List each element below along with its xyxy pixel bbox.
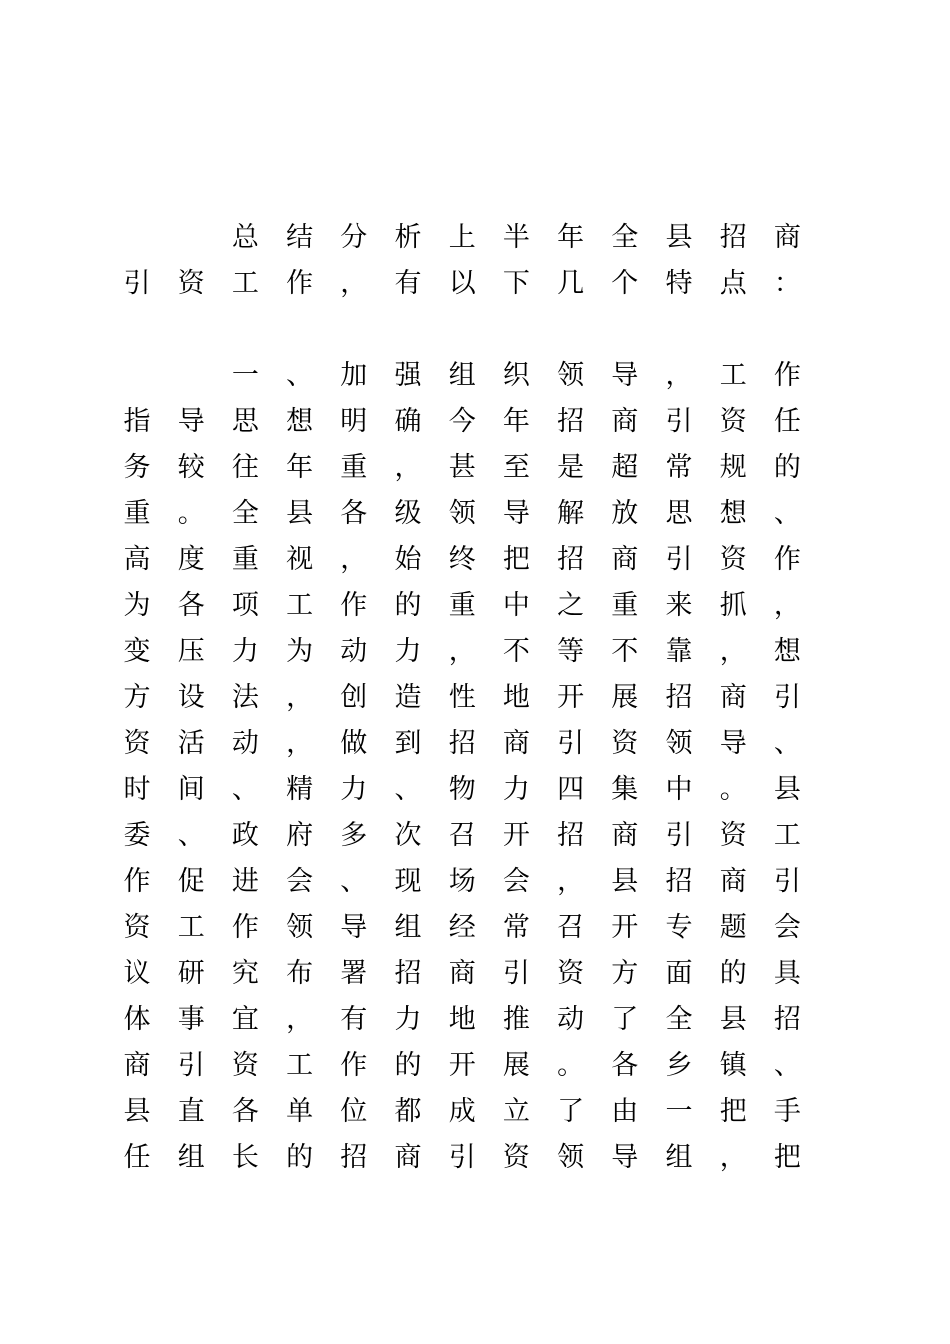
text-char: 长 <box>231 1142 259 1173</box>
text-char: 的 <box>719 958 747 989</box>
text-line <box>0 997 950 1043</box>
text-char: 半 <box>502 222 530 253</box>
text-char: 开 <box>502 820 530 851</box>
text-char: 之 <box>557 590 585 621</box>
text-char: 导 <box>340 912 368 943</box>
text-char: 是 <box>557 452 585 483</box>
text-char: 集 <box>611 774 639 805</box>
text-char: 间 <box>177 774 205 805</box>
text-char: 。 <box>719 774 747 805</box>
text-char: 、 <box>286 360 314 391</box>
text-char: 全 <box>611 222 639 253</box>
text-char: 事 <box>177 1004 205 1035</box>
text-char: 会 <box>286 866 314 897</box>
text-char: 强 <box>394 360 422 391</box>
text-char: 动 <box>557 1004 585 1035</box>
text-char: 把 <box>502 544 530 575</box>
text-char: 专 <box>665 912 693 943</box>
text-char: 精 <box>286 774 314 805</box>
text-char: 作 <box>773 360 801 391</box>
text-char: 压 <box>177 636 205 667</box>
text-char: 面 <box>665 958 693 989</box>
text-char: 级 <box>394 498 422 529</box>
text-char: ， <box>340 544 368 575</box>
text-char: 全 <box>231 498 259 529</box>
text-char: 为 <box>123 590 151 621</box>
text-line <box>0 353 950 399</box>
text-char: 至 <box>502 452 530 483</box>
text-char: 特 <box>665 268 693 299</box>
text-char: 引 <box>502 958 530 989</box>
text-char: ， <box>773 590 801 621</box>
text-char: 会 <box>502 866 530 897</box>
text-char: 年 <box>502 406 530 437</box>
text-char: 府 <box>286 820 314 851</box>
text-char: 有 <box>394 268 422 299</box>
text-char: 领 <box>448 498 476 529</box>
text-char: 了 <box>557 1096 585 1127</box>
text-char: 一 <box>665 1096 693 1127</box>
text-char: 思 <box>231 406 259 437</box>
text-char: 、 <box>773 498 801 529</box>
text-char: 宜 <box>231 1004 259 1035</box>
text-char: 一 <box>231 360 259 391</box>
text-char: 招 <box>448 728 476 759</box>
text-char: 领 <box>286 912 314 943</box>
text-char: 作 <box>340 1050 368 1081</box>
text-char: 中 <box>502 590 530 621</box>
text-char: 把 <box>773 1142 801 1173</box>
text-char: 全 <box>665 1004 693 1035</box>
text-char: 县 <box>665 222 693 253</box>
text-char: 招 <box>557 820 585 851</box>
text-char: 商 <box>773 222 801 253</box>
text-char: 想 <box>286 406 314 437</box>
text-char: 的 <box>394 590 422 621</box>
text-char: 各 <box>611 1050 639 1081</box>
text-char: 导 <box>611 1142 639 1173</box>
text-char: ， <box>557 866 585 897</box>
text-char: 、 <box>773 1050 801 1081</box>
text-char: 常 <box>502 912 530 943</box>
text-char: 重 <box>448 590 476 621</box>
text-char: 个 <box>611 268 639 299</box>
text-char: 组 <box>177 1142 205 1173</box>
text-char: 动 <box>340 636 368 667</box>
text-char: 析 <box>394 222 422 253</box>
text-char: 招 <box>665 682 693 713</box>
text-char: 工 <box>719 360 747 391</box>
text-char: 县 <box>719 1004 747 1035</box>
text-char: 作 <box>286 268 314 299</box>
text-line <box>0 215 950 261</box>
text-char: 招 <box>773 1004 801 1035</box>
text-char: 物 <box>448 774 476 805</box>
text-char: ， <box>286 1004 314 1035</box>
text-char: 力 <box>231 636 259 667</box>
text-char: 体 <box>123 1004 151 1035</box>
text-char: 结 <box>286 222 314 253</box>
text-char: 指 <box>123 406 151 437</box>
text-line <box>0 767 950 813</box>
text-char: 引 <box>773 682 801 713</box>
text-char: 县 <box>286 498 314 529</box>
text-char: 组 <box>665 1142 693 1173</box>
text-char: 商 <box>448 958 476 989</box>
text-char: 四 <box>557 774 585 805</box>
text-char: 下 <box>502 268 530 299</box>
text-char: 了 <box>611 1004 639 1035</box>
text-char: 展 <box>502 1050 530 1081</box>
text-char: 招 <box>340 1142 368 1173</box>
text-char: 招 <box>665 866 693 897</box>
text-char: 组 <box>394 912 422 943</box>
text-char: 较 <box>177 452 205 483</box>
text-char: 往 <box>231 452 259 483</box>
text-char: 领 <box>557 1142 585 1173</box>
text-line <box>0 491 950 537</box>
paragraph-section-one <box>0 353 950 1181</box>
text-char: 都 <box>394 1096 422 1127</box>
text-char: 方 <box>611 958 639 989</box>
text-char: ， <box>448 636 476 667</box>
text-char: 始 <box>394 544 422 575</box>
text-char: 度 <box>177 544 205 575</box>
text-char: 引 <box>665 820 693 851</box>
text-char: 把 <box>719 1096 747 1127</box>
text-char: 、 <box>394 774 422 805</box>
text-char: 做 <box>340 728 368 759</box>
text-char: 引 <box>177 1050 205 1081</box>
text-char: 资 <box>123 912 151 943</box>
text-char: 任 <box>123 1142 151 1173</box>
text-line <box>0 1135 950 1181</box>
text-char: 研 <box>177 958 205 989</box>
text-char: 作 <box>231 912 259 943</box>
text-char: 地 <box>448 1004 476 1035</box>
text-char: 作 <box>773 544 801 575</box>
text-char: 商 <box>611 820 639 851</box>
text-char: 开 <box>557 682 585 713</box>
text-char: 力 <box>340 774 368 805</box>
text-char: 引 <box>123 268 151 299</box>
text-char: 靠 <box>665 636 693 667</box>
text-char: ， <box>286 728 314 759</box>
text-char: 甚 <box>448 452 476 483</box>
text-char: 工 <box>286 590 314 621</box>
text-char: 多 <box>340 820 368 851</box>
text-char: ， <box>286 682 314 713</box>
text-char: 法 <box>231 682 259 713</box>
text-char: 规 <box>719 452 747 483</box>
text-char: 织 <box>502 360 530 391</box>
text-char: 召 <box>448 820 476 851</box>
text-char: 署 <box>340 958 368 989</box>
text-char: ， <box>665 360 693 391</box>
text-char: 商 <box>394 1142 422 1173</box>
text-char: 招 <box>557 406 585 437</box>
text-char: 年 <box>557 222 585 253</box>
text-char: 商 <box>502 728 530 759</box>
text-char: 、 <box>340 866 368 897</box>
text-char: 题 <box>719 912 747 943</box>
text-char: 县 <box>123 1096 151 1127</box>
text-char: 明 <box>340 406 368 437</box>
text-char: 造 <box>394 682 422 713</box>
text-char: 开 <box>448 1050 476 1081</box>
text-char: 上 <box>448 222 476 253</box>
text-line <box>0 399 950 445</box>
text-char: 高 <box>123 544 151 575</box>
text-char: 、 <box>231 774 259 805</box>
text-char: 商 <box>611 406 639 437</box>
text-char: 工 <box>231 268 259 299</box>
text-char: 各 <box>340 498 368 529</box>
text-char: 。 <box>177 498 205 529</box>
text-char: 商 <box>719 682 747 713</box>
text-char: 议 <box>123 958 151 989</box>
text-char: ， <box>719 636 747 667</box>
text-char: 思 <box>665 498 693 529</box>
text-char: 领 <box>665 728 693 759</box>
text-line <box>0 951 950 997</box>
text-char: 点 <box>719 268 747 299</box>
text-line <box>0 905 950 951</box>
text-char: 的 <box>286 1142 314 1173</box>
text-char: 来 <box>665 590 693 621</box>
text-char: 总 <box>231 222 259 253</box>
text-line <box>0 675 950 721</box>
text-char: 促 <box>177 866 205 897</box>
text-char: 作 <box>340 590 368 621</box>
text-line <box>0 445 950 491</box>
text-char: 资 <box>557 958 585 989</box>
text-char: 中 <box>665 774 693 805</box>
text-char: 性 <box>448 682 476 713</box>
text-line <box>0 721 950 767</box>
text-char: 导 <box>502 498 530 529</box>
text-char: 抓 <box>719 590 747 621</box>
text-char: 几 <box>557 268 585 299</box>
text-char: 布 <box>286 958 314 989</box>
text-char: 今 <box>448 406 476 437</box>
text-char: 县 <box>611 866 639 897</box>
text-char: 、 <box>177 820 205 851</box>
text-char: 动 <box>231 728 259 759</box>
text-char: 以 <box>448 268 476 299</box>
text-char: 工 <box>773 820 801 851</box>
text-char: 放 <box>611 498 639 529</box>
text-char: 由 <box>611 1096 639 1127</box>
text-char: 资 <box>502 1142 530 1173</box>
text-char: 超 <box>611 452 639 483</box>
text-line <box>0 583 950 629</box>
text-line <box>0 629 950 675</box>
text-char: 资 <box>177 268 205 299</box>
text-char: 力 <box>502 774 530 805</box>
text-char: 乡 <box>665 1050 693 1081</box>
text-char: 工 <box>286 1050 314 1081</box>
text-char: 引 <box>665 544 693 575</box>
text-char: 创 <box>340 682 368 713</box>
text-char: 单 <box>286 1096 314 1127</box>
text-char: 推 <box>502 1004 530 1035</box>
text-char: 资 <box>231 1050 259 1081</box>
text-char: 力 <box>394 636 422 667</box>
text-char: 务 <box>123 452 151 483</box>
text-char: 位 <box>340 1096 368 1127</box>
text-line <box>0 261 950 307</box>
text-char: 引 <box>557 728 585 759</box>
text-char: 场 <box>448 866 476 897</box>
text-char: 成 <box>448 1096 476 1127</box>
text-char: 各 <box>231 1096 259 1127</box>
text-char: 不 <box>502 636 530 667</box>
text-char: 活 <box>177 728 205 759</box>
paragraph-summary <box>0 215 950 307</box>
text-char: 招 <box>394 958 422 989</box>
text-char: 。 <box>557 1050 585 1081</box>
text-char: 资 <box>719 820 747 851</box>
text-char: 工 <box>177 912 205 943</box>
text-char: 方 <box>123 682 151 713</box>
text-char: 各 <box>177 590 205 621</box>
text-char: 经 <box>448 912 476 943</box>
text-char: 商 <box>719 866 747 897</box>
text-char: 确 <box>394 406 422 437</box>
text-char: 手 <box>773 1096 801 1127</box>
text-char: 变 <box>123 636 151 667</box>
text-char: 的 <box>394 1050 422 1081</box>
text-char: 为 <box>286 636 314 667</box>
text-char: 展 <box>611 682 639 713</box>
text-char: 作 <box>123 866 151 897</box>
text-char: 重 <box>231 544 259 575</box>
text-char: 资 <box>719 406 747 437</box>
text-char: 重 <box>123 498 151 529</box>
text-char: 召 <box>557 912 585 943</box>
text-char: 地 <box>502 682 530 713</box>
text-char: 导 <box>611 360 639 391</box>
text-line <box>0 859 950 905</box>
text-line <box>0 537 950 583</box>
text-line <box>0 813 950 859</box>
text-char: 任 <box>773 406 801 437</box>
text-char: 引 <box>773 866 801 897</box>
text-char: 委 <box>123 820 151 851</box>
text-char: 时 <box>123 774 151 805</box>
text-char: 会 <box>773 912 801 943</box>
text-char: 解 <box>557 498 585 529</box>
text-char: 引 <box>448 1142 476 1173</box>
text-char: 商 <box>123 1050 151 1081</box>
text-char: 重 <box>340 452 368 483</box>
text-char: ， <box>719 1142 747 1173</box>
text-char: 的 <box>773 452 801 483</box>
text-char: 资 <box>719 544 747 575</box>
text-char: 、 <box>773 728 801 759</box>
text-char: 项 <box>231 590 259 621</box>
text-char: 分 <box>340 222 368 253</box>
text-char: 招 <box>719 222 747 253</box>
text-char: ： <box>773 268 801 299</box>
text-char: ， <box>340 268 368 299</box>
text-line <box>0 1043 950 1089</box>
text-char: 领 <box>557 360 585 391</box>
text-char: 视 <box>286 544 314 575</box>
text-char: 直 <box>177 1096 205 1127</box>
text-char: 县 <box>773 774 801 805</box>
text-char: 到 <box>394 728 422 759</box>
text-char: 资 <box>611 728 639 759</box>
text-char: 开 <box>611 912 639 943</box>
text-char: 想 <box>719 498 747 529</box>
text-char: 政 <box>231 820 259 851</box>
text-char: 商 <box>611 544 639 575</box>
text-char: 设 <box>177 682 205 713</box>
text-char: 力 <box>394 1004 422 1035</box>
text-char: 导 <box>177 406 205 437</box>
text-char: 具 <box>773 958 801 989</box>
text-char: 常 <box>665 452 693 483</box>
text-char: 究 <box>231 958 259 989</box>
text-char: 终 <box>448 544 476 575</box>
text-char: 进 <box>231 866 259 897</box>
text-char: 组 <box>448 360 476 391</box>
text-char: 不 <box>611 636 639 667</box>
text-char: 镇 <box>719 1050 747 1081</box>
text-char: 立 <box>502 1096 530 1127</box>
text-char: 次 <box>394 820 422 851</box>
text-char: 资 <box>123 728 151 759</box>
text-line <box>0 1089 950 1135</box>
text-char: 重 <box>611 590 639 621</box>
text-char: ， <box>394 452 422 483</box>
text-char: 现 <box>394 866 422 897</box>
text-char: 导 <box>719 728 747 759</box>
text-char: 想 <box>773 636 801 667</box>
text-char: 加 <box>340 360 368 391</box>
text-char: 招 <box>557 544 585 575</box>
text-char: 引 <box>665 406 693 437</box>
text-char: 年 <box>286 452 314 483</box>
text-char: 等 <box>557 636 585 667</box>
text-char: 有 <box>340 1004 368 1035</box>
